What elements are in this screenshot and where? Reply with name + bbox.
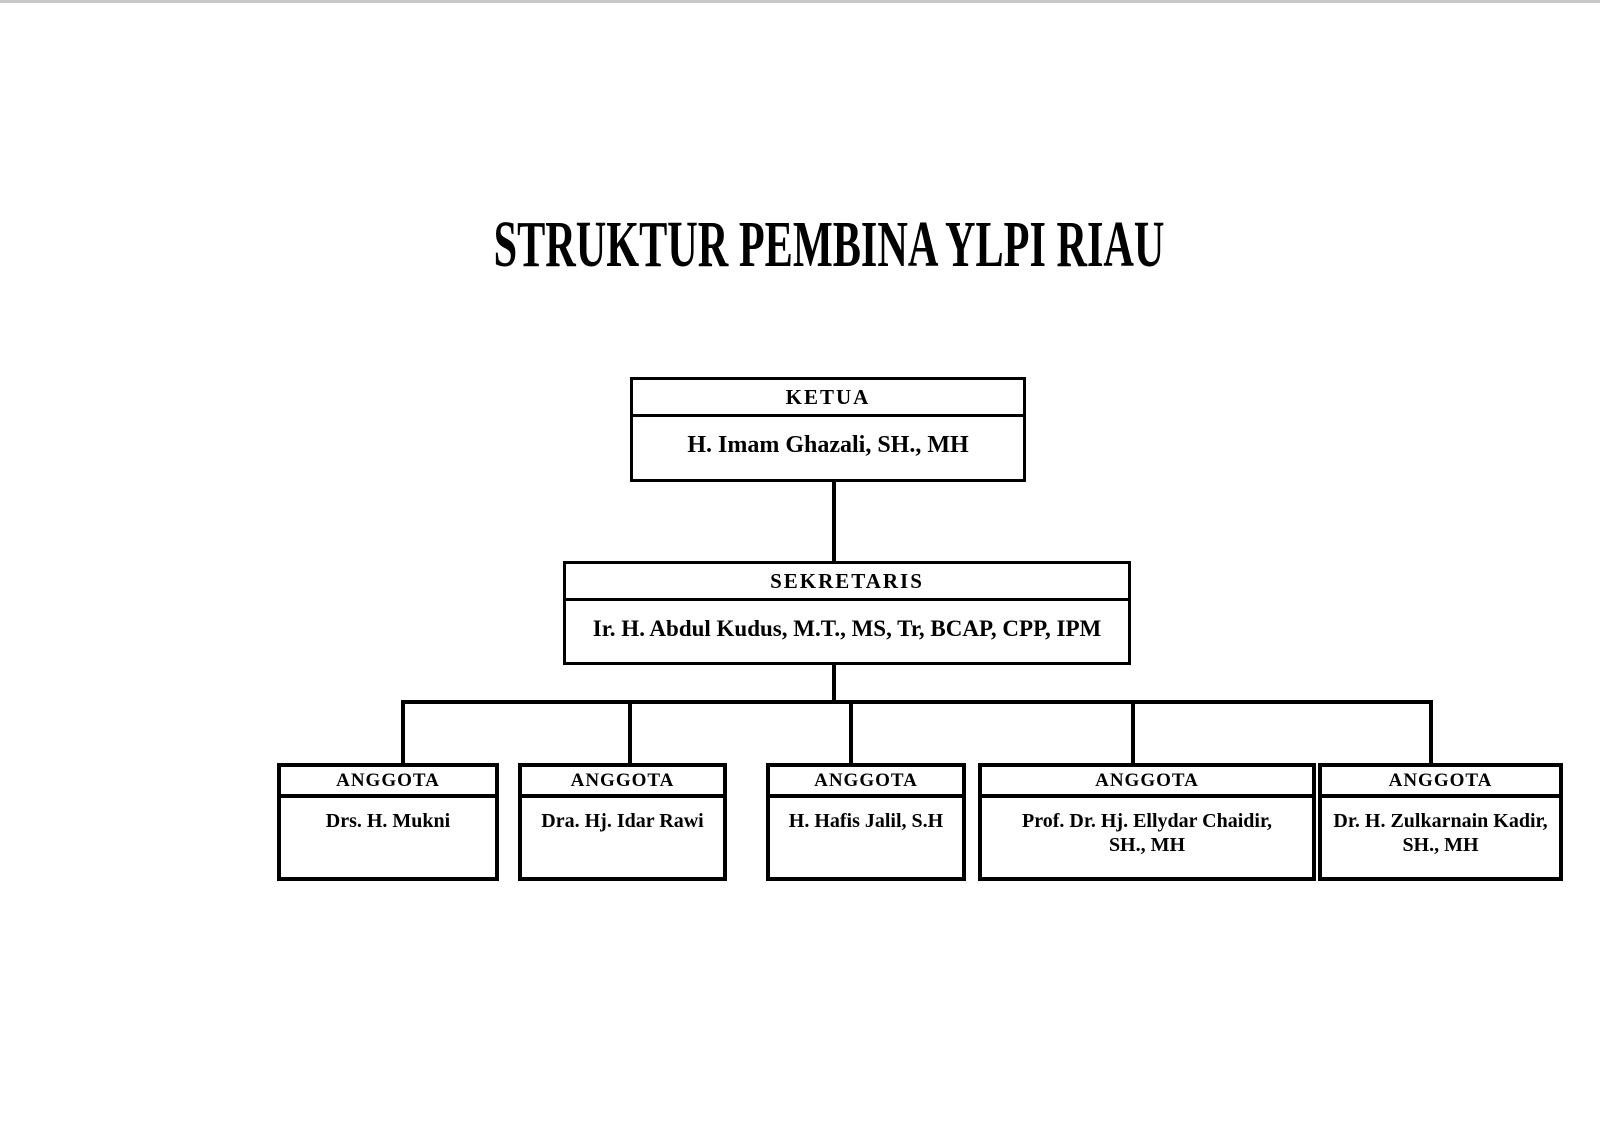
page-title: STRUKTUR PEMBINA YLPI RIAU bbox=[493, 208, 1165, 281]
connector-drop-anggota-5 bbox=[1429, 704, 1433, 763]
org-box-anggota-2-name: Dra. Hj. Idar Rawi bbox=[541, 810, 704, 832]
org-box-ketua-label: KETUA bbox=[633, 380, 1023, 417]
org-box-anggota-5-name: Dr. H. Zulkarnain Kadir, SH., MH bbox=[1333, 810, 1548, 856]
org-box-anggota-4-label: ANGGOTA bbox=[982, 767, 1312, 798]
connector-drop-anggota-3 bbox=[849, 704, 853, 763]
org-box-anggota-2-label: ANGGOTA bbox=[522, 767, 723, 798]
org-box-anggota-1-label: ANGGOTA bbox=[281, 767, 495, 798]
org-box-anggota-1 bbox=[277, 763, 499, 881]
org-box-sekretaris-name: Ir. H. Abdul Kudus, M.T., MS, Tr, BCAP, CPP, IPM bbox=[592, 616, 1102, 641]
org-box-anggota-5-label: ANGGOTA bbox=[1322, 767, 1559, 798]
connector-drop-anggota-4 bbox=[1131, 704, 1135, 763]
org-box-anggota-2 bbox=[518, 763, 727, 881]
org-box-sekretaris bbox=[563, 561, 1131, 665]
connector-drop-anggota-1 bbox=[401, 704, 405, 763]
connector-ketua-sekretaris bbox=[832, 482, 836, 561]
org-box-anggota-1-name: Drs. H. Mukni bbox=[325, 810, 451, 832]
org-box-anggota-5 bbox=[1318, 763, 1563, 881]
org-box-ketua bbox=[630, 377, 1026, 482]
org-box-sekretaris-label: SEKRETARIS bbox=[566, 564, 1128, 601]
connector-drop-anggota-2 bbox=[628, 704, 632, 763]
org-box-anggota-4-name: Prof. Dr. Hj. Ellydar Chaidir, SH., MH bbox=[1021, 810, 1273, 856]
org-box-anggota-3 bbox=[766, 763, 966, 881]
org-box-ketua-name: H. Imam Ghazali, SH., MH bbox=[687, 432, 969, 458]
org-box-anggota-3-label: ANGGOTA bbox=[770, 767, 962, 798]
org-box-anggota-3-name: H. Hafis Jalil, S.H bbox=[788, 810, 944, 832]
connector-sekretaris-trunk bbox=[832, 665, 836, 704]
connector-horizontal-rail bbox=[401, 700, 1433, 704]
org-box-anggota-4 bbox=[978, 763, 1316, 881]
page-top-edge-line bbox=[0, 0, 1600, 3]
